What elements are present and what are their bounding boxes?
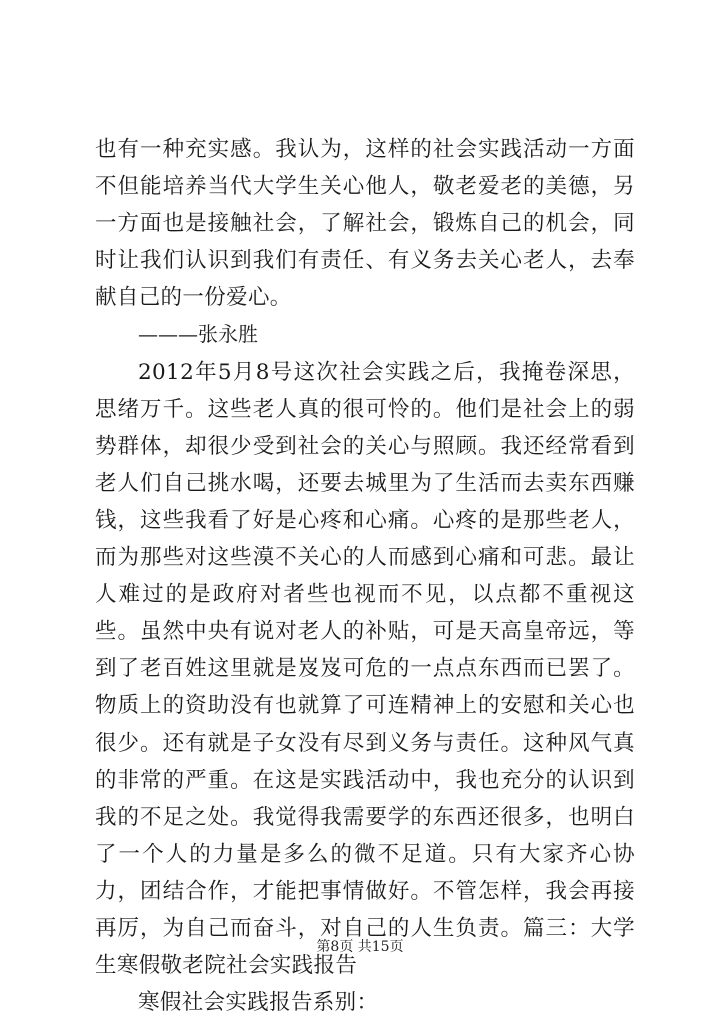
page-number-footer: 第8页 共15页 (316, 939, 404, 955)
document-body (95, 131, 635, 1021)
author-signature: ———张永胜 (138, 322, 258, 347)
paragraph-report-department: 寒假社会实践报告系别： (138, 990, 379, 1016)
paragraph-reflection: 2012年5月8号这次社会实践之后，我掩卷深思，思绪万千。这些老人真的很可怜的。他们是社会上的弱势群体，却很少受到社会的关心与照顾。我还经常看到老人们自己挑水喝，还要去城里为了生活而去卖东西赚钱，这些我看了好是心疼和心痛。心疼的是那些老人，而为那些对这些漠不关心的人而感到心痛和可悲。最让人难过的是政府对者些也视而不见，以点都不重视这些。虽然中央有说对老人的补贴，可是天高皇帝远，等到了老百姓这里就是岌岌可危的一点点东西而已罢了。物质上的资助没有也就算了可连精神上的安慰和关心也很少。还有就是子女没有尽到义务与责任。这种风气真的非常的严重。在这是实践活动中，我也充分的认识到我的不足之处。我觉得我需要学的东西还很多，也明白了一个人的力量是多么的微不足道。只有大家齐心协力，团结合作，才能把事情做好。不管怎样，我会再接再厉，为自己而奋斗，对自己的人生负责。篇三：大学生寒假敬老院社会实践报告 (95, 359, 635, 979)
paragraph-conclusion: 也有一种充实感。我认为，这样的社会实践活动一方面不但能培养当代大学生关心他人，敬老爱老的美德，另一方面也是接触社会，了解社会，锻炼自己的机会，同时让我们认识到我们有责任、有义务去关心老人，去奉献自己的一份爱心。 (95, 137, 635, 311)
